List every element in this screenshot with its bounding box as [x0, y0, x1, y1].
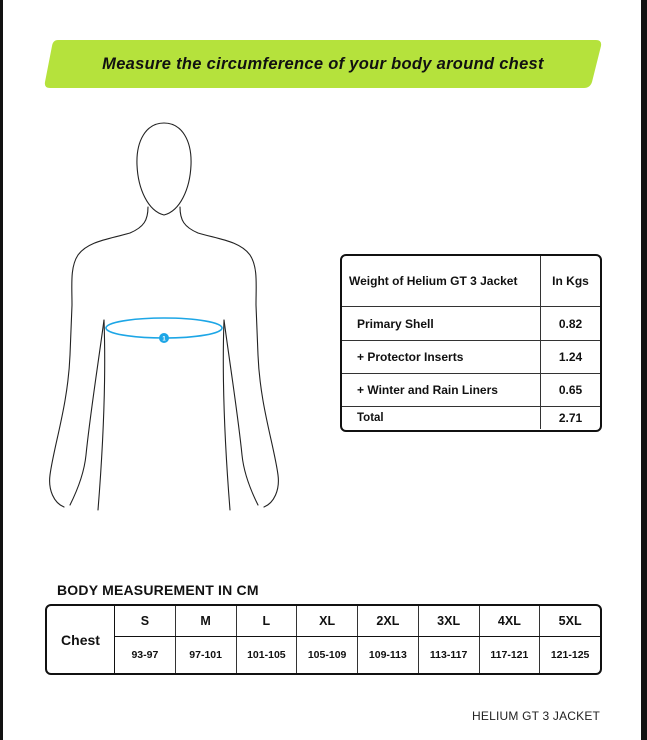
- chest-range-cell: 97-101: [176, 637, 237, 673]
- weight-row-value: 0.65: [558, 383, 583, 397]
- size-header-cell: M: [176, 606, 237, 636]
- weight-row-value: 0.82: [558, 316, 583, 331]
- weight-row-protector-inserts: [342, 341, 600, 374]
- weight-total-value: 2.71: [558, 411, 583, 425]
- chest-range-cell: 105-109: [297, 637, 358, 673]
- weight-row-total: [342, 407, 600, 429]
- product-name-footer: HELIUM GT 3 JACKET: [472, 709, 601, 723]
- instruction-banner: [44, 40, 602, 88]
- chest-range-cell: 101-105: [237, 637, 298, 673]
- chest-range-cell: 109-113: [358, 637, 419, 673]
- size-header-cell: S: [115, 606, 176, 636]
- weight-row-value: 1.24: [558, 350, 583, 364]
- weight-row-label: + Winter and Rain Liners: [342, 374, 541, 406]
- weight-table-header: [342, 256, 600, 307]
- size-chart-title: BODY MEASUREMENT IN CM: [57, 582, 259, 598]
- size-grid: [115, 606, 600, 673]
- weight-row-winter-rain-liners: [342, 374, 600, 407]
- chest-range-cell: 121-125: [550, 649, 590, 661]
- torso-diagram: [40, 115, 290, 515]
- body-outline-figure: [40, 115, 290, 515]
- size-header-cell: 3XL: [419, 606, 480, 636]
- size-header-cell: 2XL: [358, 606, 419, 636]
- size-header-row: [115, 606, 600, 637]
- size-header-cell: 5XL: [558, 614, 582, 628]
- weight-header-unit: In Kgs: [552, 274, 589, 288]
- weight-row-label: Primary Shell: [342, 307, 541, 340]
- chest-range-cell: 113-117: [419, 637, 480, 673]
- size-header-cell: L: [237, 606, 298, 636]
- frame-left-border: [0, 0, 3, 740]
- measurement-marker-label: 1: [162, 336, 166, 343]
- size-header-cell: 4XL: [480, 606, 541, 636]
- banner-text: Measure the circumference of your body around chest: [102, 54, 544, 73]
- size-header-cell: XL: [297, 606, 358, 636]
- chest-measurement-row: [115, 637, 600, 673]
- chest-range-cell: 93-97: [115, 637, 176, 673]
- weight-header-label: Weight of Helium GT 3 Jacket: [342, 256, 541, 306]
- frame-right-border: [641, 0, 647, 740]
- jacket-weight-table: [340, 254, 602, 432]
- weight-row-label: + Protector Inserts: [342, 341, 541, 373]
- chest-range-cell: 117-121: [480, 637, 541, 673]
- weight-row-primary-shell: [342, 307, 600, 341]
- chest-row-label: Chest: [47, 606, 115, 673]
- weight-total-label: Total: [342, 407, 541, 429]
- size-chart-table: [45, 604, 602, 675]
